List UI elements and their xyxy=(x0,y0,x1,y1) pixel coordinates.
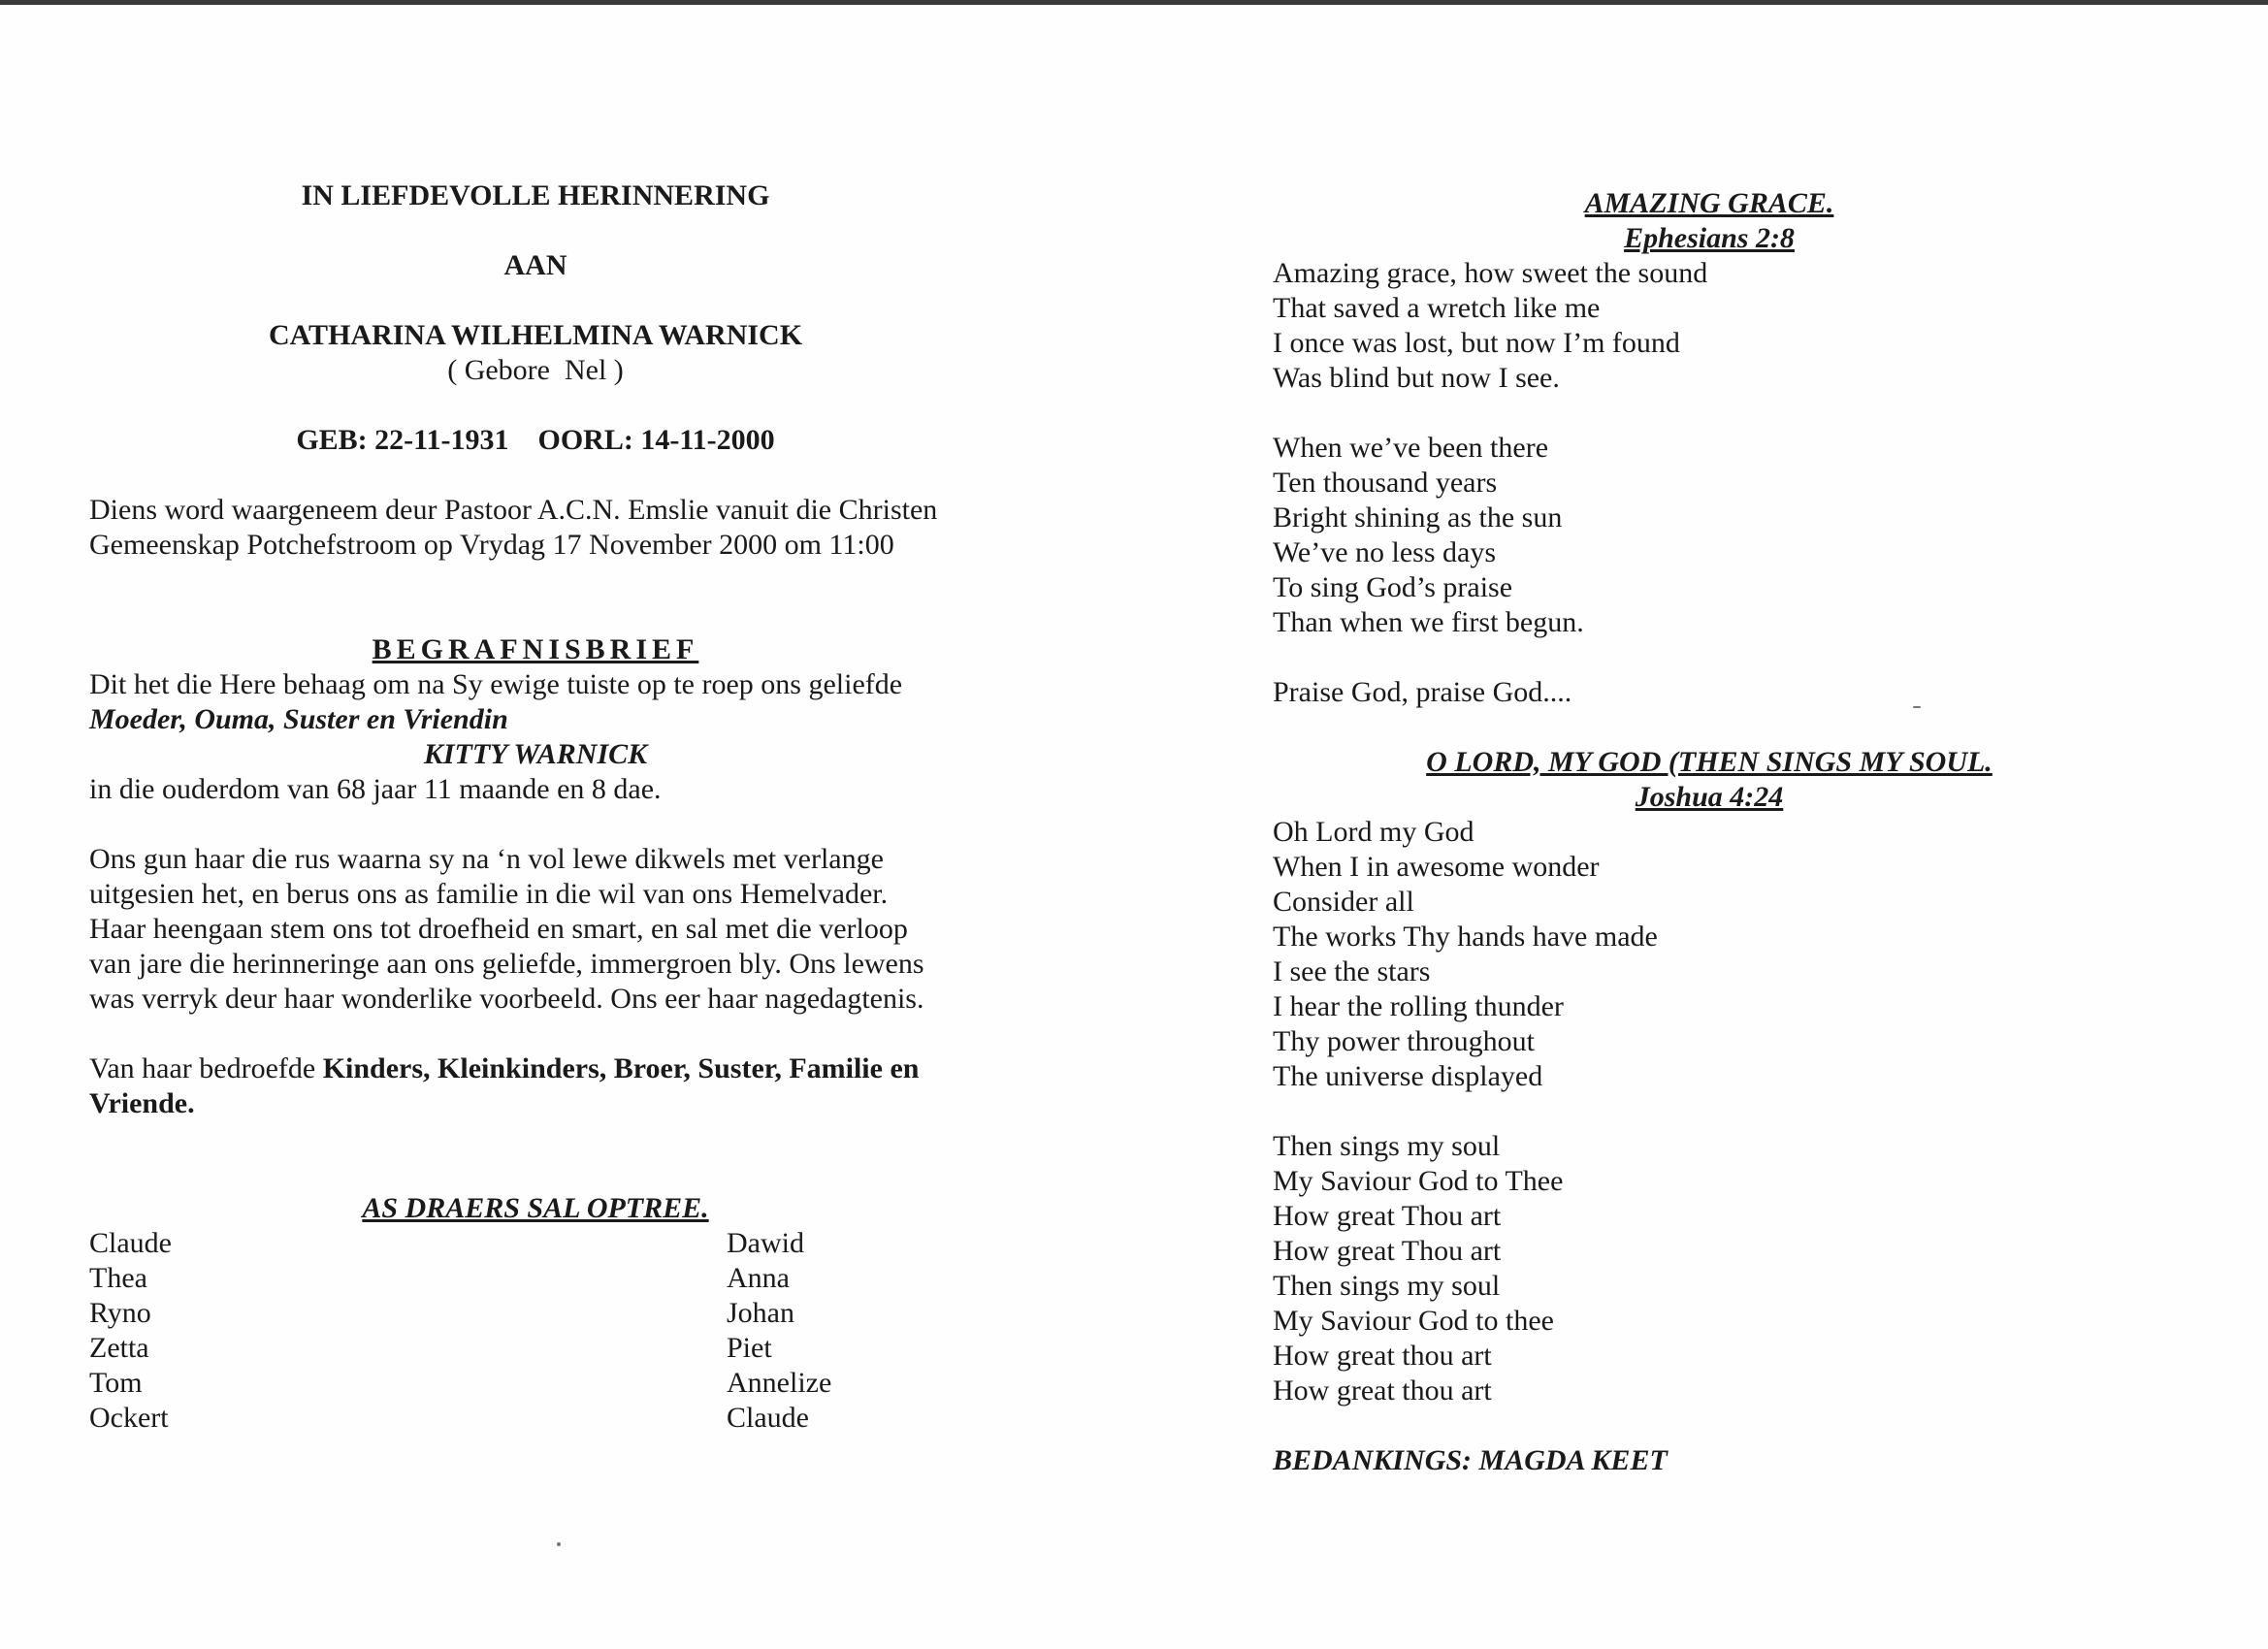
bearer-name: Ockert xyxy=(89,1402,169,1434)
lyric-line: How great Thou art xyxy=(1273,1200,1502,1232)
hymn-title-amazing-grace: AMAZING GRACE. xyxy=(1584,187,1834,219)
bearer-name: Annelize xyxy=(727,1367,832,1399)
lyric-line: When we’ve been there xyxy=(1273,432,1549,464)
lyric-line: How great Thou art xyxy=(1273,1235,1502,1267)
hymn-reference: Joshua 4:24 xyxy=(1635,781,1784,813)
bearer-name: Claude xyxy=(727,1402,809,1434)
paragraph-line: uitgesien het, en berus ons as familie in die wil van ons Hemelvader. xyxy=(89,878,889,910)
bearer-name: Anna xyxy=(727,1262,790,1294)
memorial-paragraph xyxy=(89,842,982,1017)
hymn-reference: Ephesians 2:8 xyxy=(1624,222,1795,254)
lyric-line: That saved a wretch like me xyxy=(1273,292,1601,324)
lyric-line: Was blind but now I see. xyxy=(1273,362,1560,394)
hymn-verse xyxy=(1273,431,2146,640)
lyric-line: Then sings my soul xyxy=(1273,1130,1501,1162)
hymn-verse xyxy=(1273,256,2146,396)
lyric-line: Oh Lord my God xyxy=(1273,816,1474,848)
lyric-line: How great thou art xyxy=(1273,1374,1492,1406)
bearer-name: Claude xyxy=(89,1227,172,1259)
memorial-heading-to: AAN xyxy=(503,249,567,281)
bearers-title: AS DRAERS SAL OPTREE. xyxy=(362,1192,709,1224)
lyric-line: When I in awesome wonder xyxy=(1273,851,1600,883)
bearer-name: Johan xyxy=(727,1297,794,1329)
lyric-line: Praise God, praise God.... xyxy=(1273,676,1572,708)
mourners-family: Kinders, Kleinkinders, Broer, Suster, Familie en xyxy=(322,1052,920,1084)
scan-speck xyxy=(557,1542,561,1546)
lyric-line: I once was lost, but now I’m found xyxy=(1273,327,1680,359)
maiden-name: ( Gebore Nel ) xyxy=(447,354,624,386)
paragraph-line: Ons gun haar die rus waarna sy na ‘n vol lewe dikwels met verlange xyxy=(89,843,884,875)
mourners-line xyxy=(89,1051,982,1086)
letter-roles: Moeder, Ouma, Suster en Vriendin xyxy=(89,703,508,735)
lyric-line: Amazing grace, how sweet the sound xyxy=(1273,257,1708,289)
lyric-line: We’ve no less days xyxy=(1273,536,1497,568)
right-column xyxy=(1273,186,2146,1478)
paragraph-line: van jare die herinneringe aan ons geliefde, immergroen bly. Ons lewens xyxy=(89,948,924,980)
bearer-name: Dawid xyxy=(727,1227,804,1259)
letter-nickname: KITTY WARNICK xyxy=(423,738,648,770)
paragraph-line: was verryk deur haar wonderlike voorbeeld. Ons eer haar nagedagtenis. xyxy=(89,983,924,1015)
lyric-line: Than when we first begun. xyxy=(1273,606,1584,638)
left-column xyxy=(89,178,982,1436)
memorial-heading: IN LIEFDEVOLLE HERINNERING xyxy=(301,179,770,211)
lyric-line: The works Thy hands have made xyxy=(1273,921,1658,953)
letter-intro: Dit het die Here behaag om na Sy ewige tuiste op te roep ons geliefde xyxy=(89,668,903,700)
mourners-friends: Vriende. xyxy=(89,1087,195,1119)
service-line: Diens word waargeneem deur Pastoor A.C.N. Emslie vanuit die Christen xyxy=(89,494,938,526)
bearer-name: Zetta xyxy=(89,1332,149,1364)
service-line: Gemeenskap Potchefstroom op Vrydag 17 November 2000 om 11:00 xyxy=(89,529,894,561)
lyric-line: Then sings my soul xyxy=(1273,1270,1501,1302)
bearer-name: Tom xyxy=(89,1367,143,1399)
bearer-name: Thea xyxy=(89,1262,147,1294)
bearers-list xyxy=(89,1226,982,1436)
mourners-prefix: Van haar bedroefde xyxy=(89,1052,323,1084)
acknowledgements: BEDANKINGS: MAGDA KEET xyxy=(1273,1444,1668,1476)
paragraph-line: Haar heengaan stem ons tot droefheid en smart, en sal met die verloop xyxy=(89,913,908,945)
bearer-name: Piet xyxy=(727,1332,772,1364)
lyric-line: To sing God’s praise xyxy=(1273,571,1513,603)
lyric-line: My Saviour God to Thee xyxy=(1273,1165,1564,1197)
lyric-line: I hear the rolling thunder xyxy=(1273,990,1564,1022)
letter-age: in die ouderdom van 68 jaar 11 maande en 8 dae. xyxy=(89,773,662,805)
lyric-line: Bright shining as the sun xyxy=(1273,501,1563,534)
hymn-verse xyxy=(1273,815,2146,1094)
lyric-line: Ten thousand years xyxy=(1273,467,1498,499)
letter-title: BEGRAFNISBRIEF xyxy=(372,633,699,665)
scan-top-edge xyxy=(0,0,2268,5)
lyric-line: How great thou art xyxy=(1273,1340,1492,1372)
bearer-name: Ryno xyxy=(89,1297,151,1329)
lyric-line: I see the stars xyxy=(1273,955,1431,987)
lyric-line: Thy power throughout xyxy=(1273,1025,1535,1057)
deceased-name: CATHARINA WILHELMINA WARNICK xyxy=(268,319,803,351)
birth-death-dates: GEB: 22-11-1931 OORL: 14-11-2000 xyxy=(296,424,775,456)
hymn-title-how-great-thou-art: O LORD, MY GOD (THEN SINGS MY SOUL. xyxy=(1426,746,1993,778)
service-details xyxy=(89,493,982,563)
lyric-line: My Saviour God to thee xyxy=(1273,1305,1554,1337)
lyric-line: The universe displayed xyxy=(1273,1060,1543,1092)
lyric-line: Consider all xyxy=(1273,886,1414,918)
hymn-chorus xyxy=(1273,1129,2146,1408)
scan-speck xyxy=(1913,706,1921,708)
